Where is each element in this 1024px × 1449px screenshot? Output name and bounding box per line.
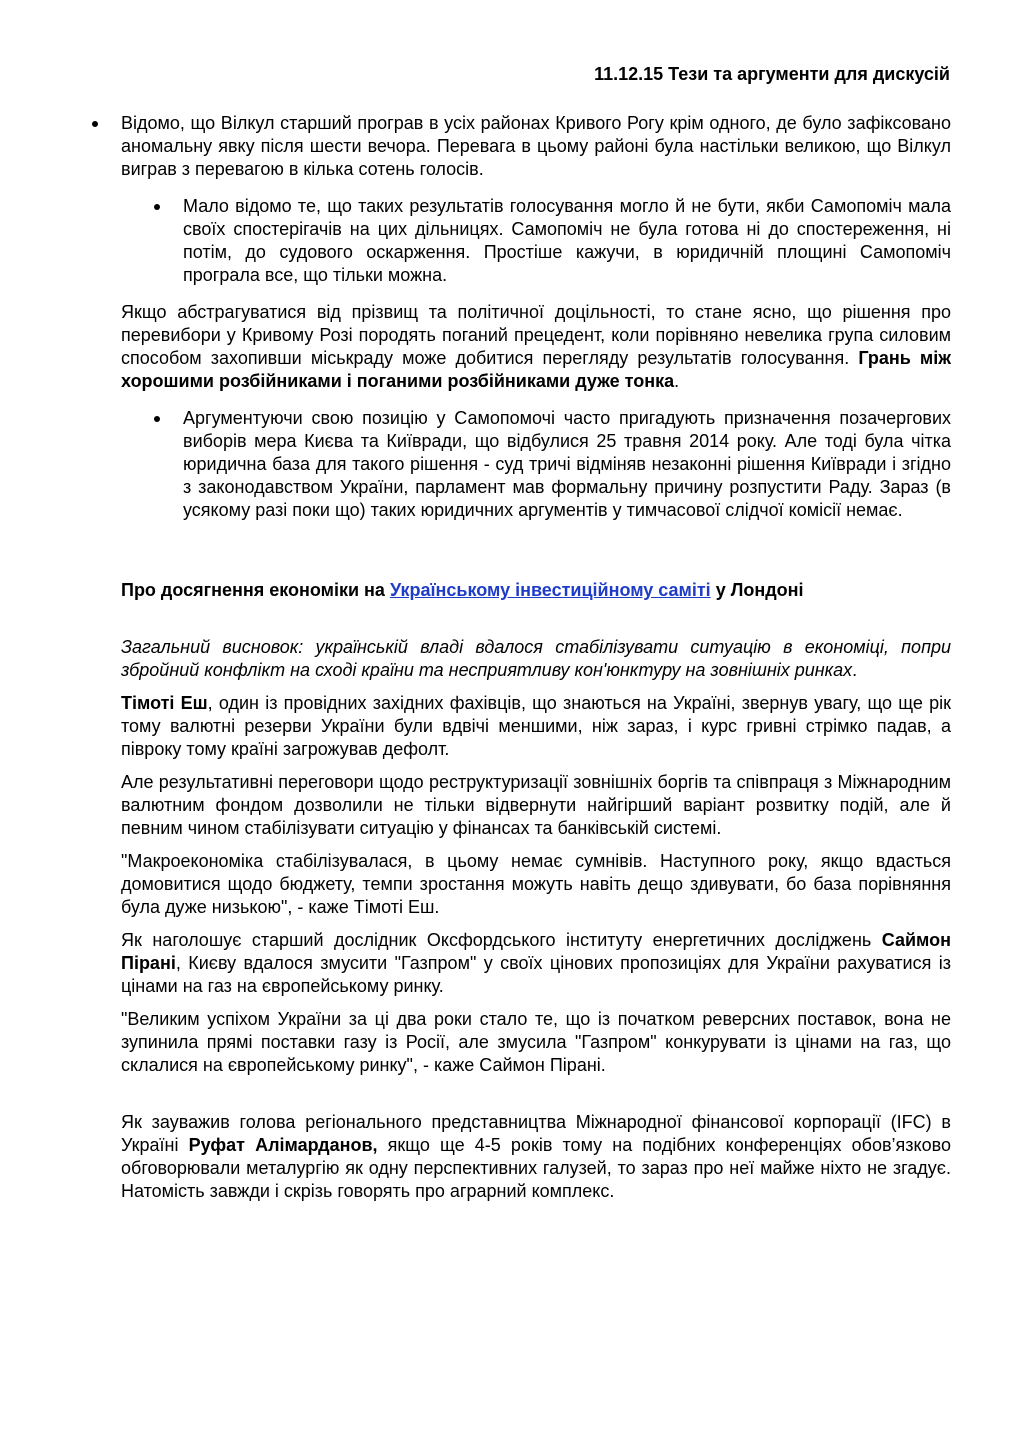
sub-bullet-text: Аргументуючи свою позицію у Самопомочі часто пригадують призначення позачергових виборів мера Києва та Київради, що відбулися 25 травня 2014 року. Але тоді була чітка юридична база для такого рішення - суд тричі відміняв незаконні рішення Київради і згідно з законодавством України, парламент мав формальну причину розпустити Раду. Зараз (в усякому разі поки що) таких юридичних аргументів у тимчасової слідчої комісії немає. [183, 408, 951, 520]
paragraph [121, 1111, 951, 1203]
paragraph: "Макроекономіка стабілізувалася, в цьому немає сумнівів. Наступного року, якщо вдасться домовитися щодо бюджету, темпи зростання можуть навіть дещо здивувати, бо база порівняння була дуже низькою", - каже Тімоті Еш. [121, 851, 951, 917]
person-name: Тімоті Еш [121, 693, 208, 713]
bullet-icon [154, 416, 160, 422]
paragraph-text: Як зауважив голова регіонального представництва Міжнародної фінансової корпорації (IFC) в Україні [121, 1112, 951, 1155]
paragraph: Але результативні переговори щодо реструктуризації зовнішніх боргів та співпраця з Міжнародним валютним фондом дозволили не тільки відвернути найгірший варіант розвитку подій, але й певним чином стабілізувати ситуацію у фінансах та банківській системі. [121, 772, 951, 838]
bullet-icon [154, 204, 160, 210]
document-header: 11.12.15 Тези та аргументи для дискусій [594, 64, 950, 84]
paragraph [121, 692, 951, 761]
paragraph-text: Якщо абстрагуватися від прізвищ та політичної доцільності, то стане ясно, що рішення про перевибори у Кривому Розі породять поганий прецедент, коли порівняно невелика група силовим способом захопивши міськраду може добитися перегляду результатів голосування. [121, 302, 951, 368]
summit-link[interactable]: Українському інвестиційному саміті [389, 580, 711, 600]
paragraph: "Великим успіхом України за ці два роки стало те, що із початком реверсних поставок, вона не зупинила прямі поставки газу із Росії, але змусила "Газпром" конкурувати із цінами на газ, що склалися на європейському ринку", - каже Саймон Пірані. [121, 1009, 951, 1075]
section-heading [121, 579, 951, 602]
paragraph [121, 301, 951, 393]
paragraph-bold-text: Грань між хорошими розбійниками і поганими розбійниками дуже тонка [121, 348, 951, 391]
person-name: Руфат Алімарданов, [188, 1135, 378, 1155]
summary-paragraph [121, 636, 951, 682]
sub-bullet-item [183, 407, 951, 522]
paragraph-text: , один із провідних західних фахівців, що знаються на Україні, звернув увагу, що ще рік тому валютні резерви України були вдвічі меншими, ніж зараз, і курс гривні стрімко падав, а півроку тому країні загрожував дефолт. [121, 693, 952, 759]
summary-text: Загальний висновок: українській владі вдалося стабілізувати ситуацію в економіці, попри збройний конфлікт на сході країни та несприятливу кон'юнктуру на зовнішніх ринках [121, 637, 951, 680]
bullet-text: Відомо, що Вілкул старший програв в усіх районах Кривого Рогу крім одного, де було зафіксовано аномальну явку після шести вечора. Перевага в цьому районі була настільки великою, що Вілкул виграв з перевагою в кілька сотень голосів. [121, 113, 951, 179]
person-name: Саймон Пірані [121, 930, 951, 973]
paragraph-text: . [674, 371, 680, 391]
paragraph [121, 929, 951, 998]
bullet-item [121, 112, 951, 181]
paragraph-text: якщо ще 4-5 років тому на подібних конференціях обов’язково обговорювали металургію як одну перспективних галузей, то зараз про неї майже ніхто не згадує. Натомість завжди і скрізь говорять про аграрний комплекс. [121, 1135, 952, 1201]
bullet-icon [92, 121, 98, 127]
sub-bullet-item [183, 195, 951, 287]
sub-bullet-text: Мало відомо те, що таких результатів голосування могло й не бути, якби Самопоміч мала своїх спостерігачів на цих дільницях. Самопоміч не була готова ні до спостереження, ні потім, до судового оскарження. Простіше кажучи, в юридичній площині Самопоміч програла все, що тільки можна. [183, 196, 951, 285]
heading-text: Про досягнення економіки на [121, 580, 390, 600]
paragraph-text: Як наголошує старший дослідник Оксфордського інституту енергетичних досліджень [121, 930, 882, 950]
heading-text: у Лондоні [710, 580, 804, 600]
document-body [121, 112, 951, 1203]
paragraph-text: , Києву вдалося змусити "Газпром" у своїх цінових пропозиціях для України рахуватися із цінами на газ на європейському ринку. [121, 953, 951, 996]
summary-text: . [852, 660, 858, 680]
